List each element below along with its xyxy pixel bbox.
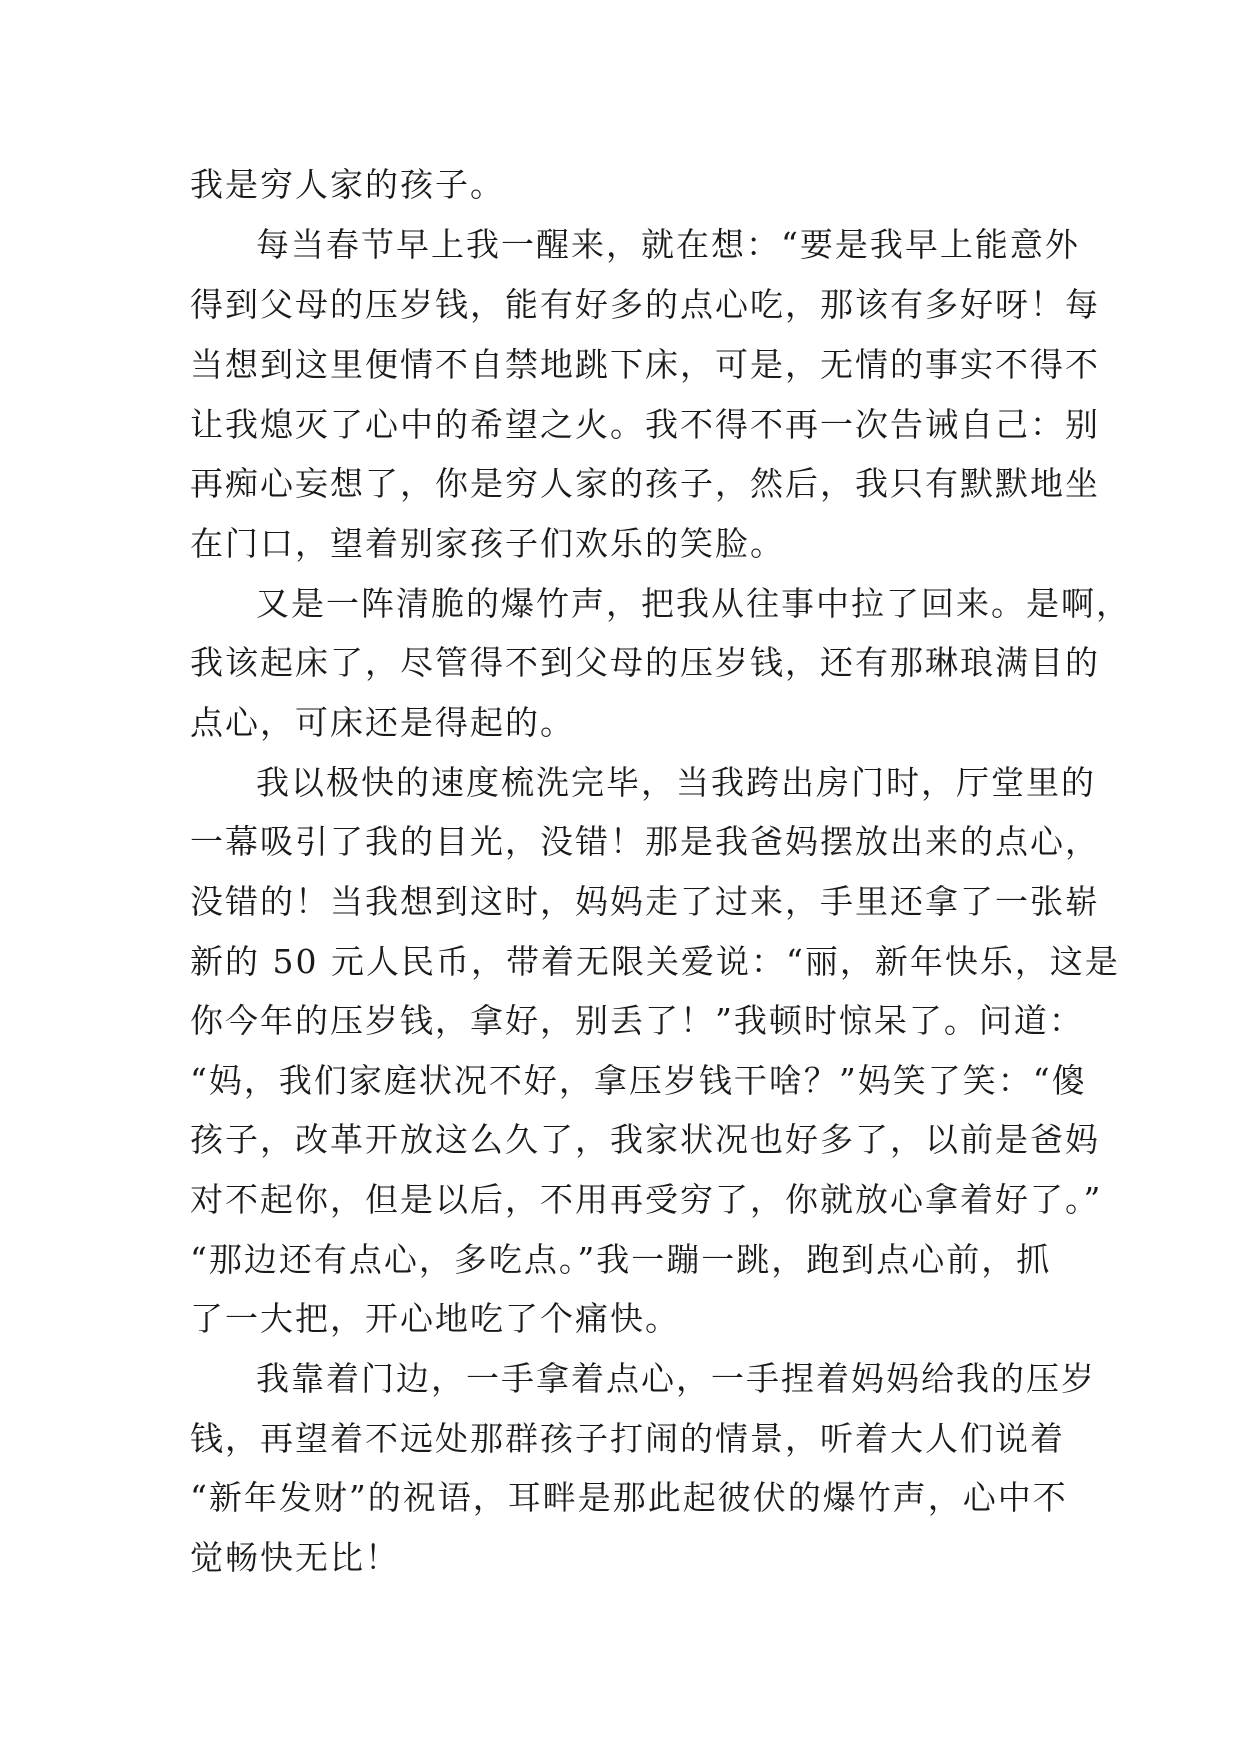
text-line: 我是穷人家的孩子。 [190, 165, 505, 204]
text-line: 了一大把，开心地吃了个痛快。 [190, 1299, 680, 1338]
text-line: 新的 50 元人民币，带着无限关爱说：“丽，新年快乐，这是 [190, 942, 1120, 981]
text-line: 在门口，望着别家孩子们欢乐的笑脸。 [190, 524, 785, 563]
text-line: 孩子，改革开放这么久了，我家状况也好多了，以前是爸妈 [190, 1120, 1100, 1159]
text-line: “那边还有点心，多吃点。”我一蹦一跳，跑到点心前，抓 [190, 1240, 1052, 1279]
text-line: 我该起床了，尽管得不到父母的压岁钱，还有那琳琅满目的 [190, 643, 1100, 682]
text-line: 你今年的压岁钱，拿好，别丢了！”我顿时惊呆了。问道： [190, 1001, 1084, 1040]
text-line: 觉畅快无比！ [190, 1538, 400, 1577]
text-line: “妈，我们家庭状况不好，拿压岁钱干啥？”妈笑了笑：“傻 [190, 1061, 1087, 1100]
text-line: 让我熄灭了心中的希望之火。我不得不再一次告诫自己：别 [190, 405, 1100, 444]
text-line: 我靠着门边，一手拿着点心，一手捏着妈妈给我的压岁 [256, 1359, 1096, 1398]
text-line: “新年发财”的祝语，耳畔是那此起彼伏的爆竹声，心中不 [190, 1478, 1068, 1517]
text-line: 一幕吸引了我的目光，没错！那是我爸妈摆放出来的点心， [190, 822, 1100, 861]
text-line: 没错的！当我想到这时，妈妈走了过来，手里还拿了一张崭 [190, 882, 1100, 921]
text-line: 点心，可床还是得起的。 [190, 703, 575, 742]
text-line: 又是一阵清脆的爆竹声，把我从往事中拉了回来。是啊， [256, 584, 1131, 623]
text-line: 当想到这里便情不自禁地跳下床，可是，无情的事实不得不 [190, 345, 1100, 384]
text-line: 再痴心妄想了，你是穷人家的孩子，然后，我只有默默地坐 [190, 464, 1100, 503]
text-line: 对不起你，但是以后，不用再受穷了，你就放心拿着好了。” [190, 1180, 1103, 1219]
text-line: 得到父母的压岁钱，能有好多的点心吃，那该有多好呀！每 [190, 285, 1100, 324]
text-line: 钱，再望着不远处那群孩子打闹的情景，听着大人们说着 [190, 1419, 1065, 1458]
text-line: 每当春节早上我一醒来，就在想：“要是我早上能意外 [256, 225, 1080, 264]
text-line: 我以极快的速度梳洗完毕，当我跨出房门时，厅堂里的 [256, 763, 1096, 802]
